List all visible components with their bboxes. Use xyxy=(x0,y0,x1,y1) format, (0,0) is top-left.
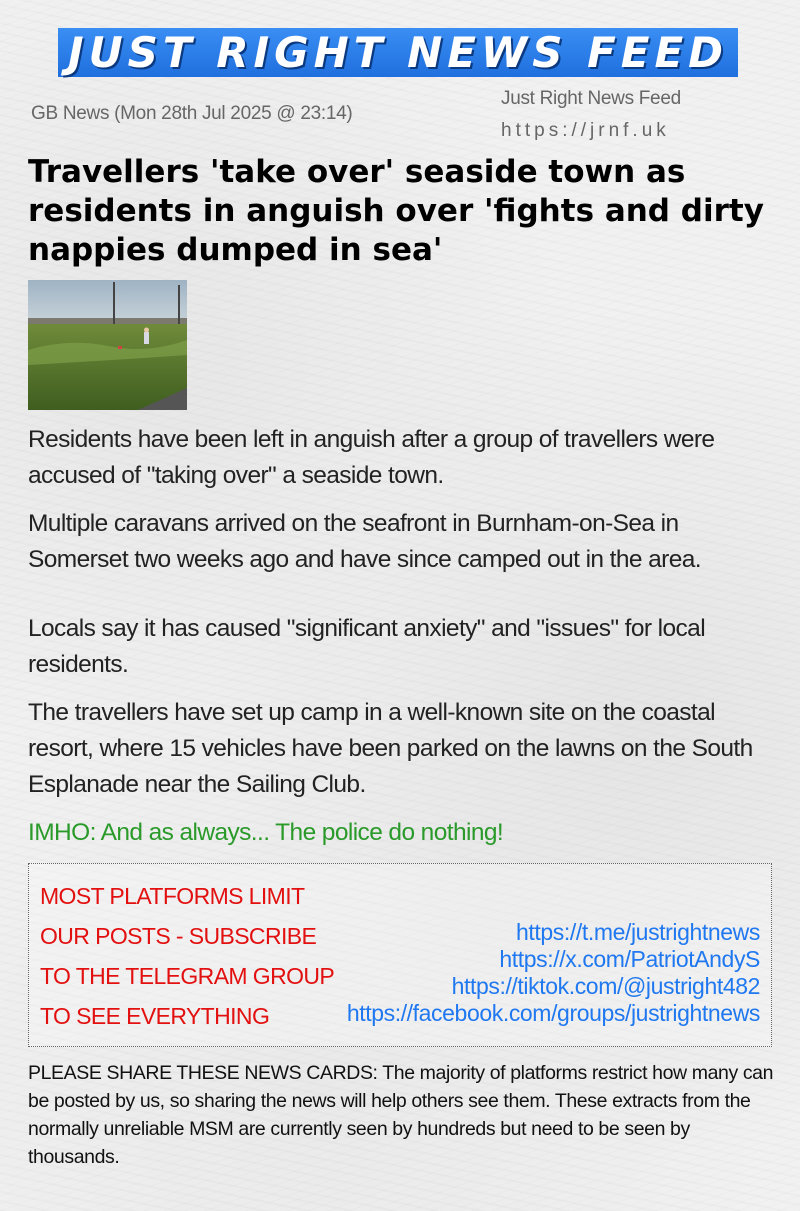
feed-url-link[interactable]: https://jrnf.uk xyxy=(501,120,670,141)
article-paragraph: Residents have been left in anguish after a group of travellers were accused of "taking over" a seaside town. xyxy=(28,426,715,489)
facebook-link[interactable]: https://facebook.com/groups/justrightnews xyxy=(346,1000,760,1026)
article-paragraph: Locals say it has caused "significant anxiety" and "issues" for local residents. xyxy=(28,615,706,678)
promo-message xyxy=(40,876,334,1036)
feed-name: Just Right News Feed xyxy=(501,88,681,109)
article-source: GB News (Mon 28th Jul 2025 @ 23:14) xyxy=(31,103,353,124)
promo-line: OUR POSTS - SUBSCRIBE xyxy=(40,923,317,949)
promo-line: TO SEE EVERYTHING xyxy=(40,1003,270,1029)
promo-line: TO THE TELEGRAM GROUP xyxy=(40,963,335,989)
article-headline: Travellers 'take over' seaside town as residents in anguish over 'fights and dirty nappies dumped in sea' xyxy=(28,154,764,268)
telegram-link[interactable]: https://t.me/justrightnews xyxy=(516,919,760,945)
article-paragraph: Multiple caravans arrived on the seafront in Burnham-on-Sea in Somerset two weeks ago and have since camped out in the area. xyxy=(28,510,701,573)
promo-line: MOST PLATFORMS LIMIT xyxy=(40,883,305,909)
article-photo xyxy=(28,280,187,410)
social-links xyxy=(347,919,760,1027)
tiktok-link[interactable]: https://tiktok.com/@justright482 xyxy=(451,973,760,999)
article-paragraph: The travellers have set up camp in a well-known site on the coastal resort, where 15 vehicles have been parked on the lawns on the South Esplanade near the Sailing Club. xyxy=(28,699,753,798)
editor-comment: IMHO: And as always... The police do nothing! xyxy=(28,819,504,846)
x-link[interactable]: https://x.com/PatriotAndyS xyxy=(499,946,760,972)
site-banner xyxy=(58,28,738,77)
subscribe-promo-box xyxy=(28,863,772,1047)
share-notice: PLEASE SHARE THESE NEWS CARDS: The majority of platforms restrict how many can be posted by us, so sharing the news will help others see them. These extracts from the normally unreliable MSM are currently seen by hundreds but need to be seen by thousands. xyxy=(28,1062,774,1168)
banner-title: JUST RIGHT NEWS FEED xyxy=(67,28,729,77)
